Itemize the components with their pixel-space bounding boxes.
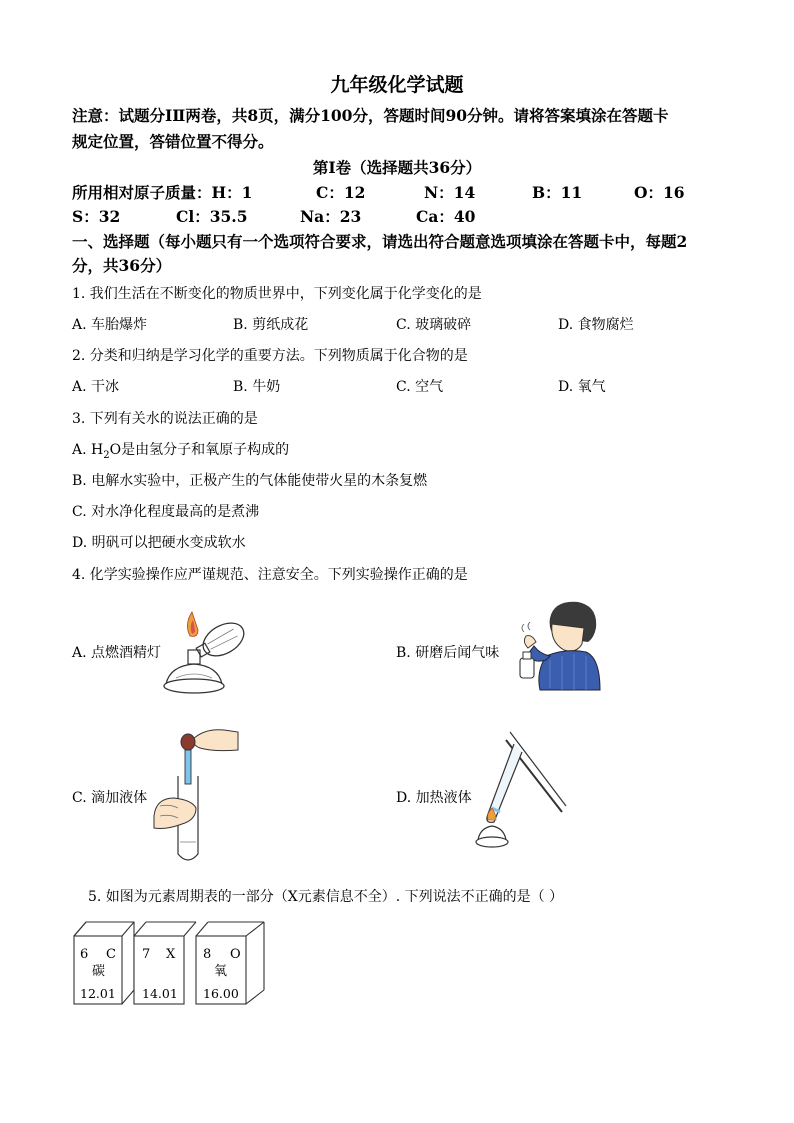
q3-stem: 3. 下列有关水的说法正确的是 bbox=[72, 411, 258, 427]
q4-option-a: A. 点燃酒精灯 bbox=[72, 645, 162, 661]
q4-option-b: B. 研磨后闻气味 bbox=[396, 645, 500, 661]
section-title: 第Ⅰ卷（选择题共36分） bbox=[312, 158, 482, 177]
part1-heading-line2: 分，共36分） bbox=[72, 256, 172, 275]
heating-liquid-illustration bbox=[470, 722, 570, 850]
q2-option-d: D. 氧气 bbox=[558, 379, 606, 395]
q3-option-a-subscript: 2 bbox=[103, 449, 110, 461]
q4-stem: 4. 化学实验操作应严谨规范、注意安全。下列实验操作正确的是 bbox=[72, 567, 468, 583]
element-cell-oxygen bbox=[196, 922, 264, 1004]
boy-smelling-illustration bbox=[506, 598, 602, 692]
q1-option-d: D. 食物腐烂 bbox=[558, 317, 634, 333]
q4-option-d: D. 加热液体 bbox=[396, 790, 472, 806]
q1-stem: 1. 我们生活在不断变化的物质世界中，下列变化属于化学变化的是 bbox=[72, 286, 482, 302]
q1-option-c: C. 玻璃破碎 bbox=[396, 317, 472, 333]
lamp-lighting-illustration bbox=[156, 608, 248, 698]
element-number: 8 bbox=[203, 947, 212, 962]
element-cell-carbon bbox=[74, 922, 134, 1004]
q1-option-a: A. 车胎爆炸 bbox=[72, 317, 148, 333]
dropper-illustration bbox=[152, 724, 242, 866]
q3-option-d: D. 明矾可以把硬水变成软水 bbox=[72, 535, 246, 551]
atomic-mass-ca: Ca：40 bbox=[416, 207, 476, 226]
element-mass: 14.01 bbox=[142, 986, 178, 1001]
atomic-mass-c: C：12 bbox=[316, 183, 366, 202]
atomic-mass-b: B：11 bbox=[532, 183, 583, 202]
element-mass: 12.01 bbox=[80, 986, 116, 1001]
q3-option-b: B. 电解水实验中，正极产生的气体能使带火星的木条复燃 bbox=[72, 473, 428, 489]
q5-stem: 5. 如图为元素周期表的一部分（X元素信息不全）. 下列说法不正确的是（ ） bbox=[88, 889, 564, 905]
q4-option-c: C. 滴加液体 bbox=[72, 790, 148, 806]
element-number: 7 bbox=[142, 947, 151, 962]
q2-option-a: A. 干冰 bbox=[72, 379, 120, 395]
element-cell-x bbox=[134, 922, 196, 1004]
q2-option-b: B. 牛奶 bbox=[233, 379, 281, 395]
element-symbol: X bbox=[166, 947, 176, 962]
notice-line-2: 规定位置，答错位置不得分。 bbox=[72, 132, 274, 151]
element-name: 碳 bbox=[92, 964, 106, 979]
atomic-mass-cl: Cl：35.5 bbox=[176, 207, 248, 226]
q2-option-c: C. 空气 bbox=[396, 379, 444, 395]
element-name: 氧 bbox=[214, 964, 228, 979]
element-number: 6 bbox=[80, 947, 89, 962]
atomic-mass-label: 所用相对原子质量：H：1 bbox=[72, 183, 253, 202]
element-symbol: O bbox=[230, 947, 241, 962]
q1-option-b: B. 剪纸成花 bbox=[233, 317, 309, 333]
element-mass: 16.00 bbox=[203, 986, 239, 1001]
part1-heading-line1: 一、选择题（每小题只有一个选项符合要求，请选出符合题意选项填涂在答题卡中，每题2 bbox=[72, 232, 688, 251]
atomic-mass-s: S：32 bbox=[72, 207, 121, 226]
notice-line-1: 注意：试题分ⅠⅡ两卷，共8页，满分100分，答题时间90分钟。请将答案填涂在答题卡 bbox=[72, 106, 669, 125]
atomic-mass-na: Na：23 bbox=[300, 207, 362, 226]
page-title: 九年级化学试题 bbox=[330, 74, 464, 96]
atomic-mass-n: N：14 bbox=[424, 183, 476, 202]
q3-option-a-post: O是由氢分子和氧原子构成的 bbox=[109, 442, 290, 458]
periodic-table-fragment bbox=[72, 918, 268, 1006]
q3-option-c: C. 对水净化程度最高的是煮沸 bbox=[72, 504, 260, 520]
q2-stem: 2. 分类和归纳是学习化学的重要方法。下列物质属于化合物的是 bbox=[72, 348, 468, 364]
q3-option-a bbox=[72, 439, 289, 461]
q3-option-a-pre: A. H bbox=[72, 442, 104, 458]
atomic-mass-o: O：16 bbox=[634, 183, 685, 202]
element-symbol: C bbox=[106, 947, 116, 962]
